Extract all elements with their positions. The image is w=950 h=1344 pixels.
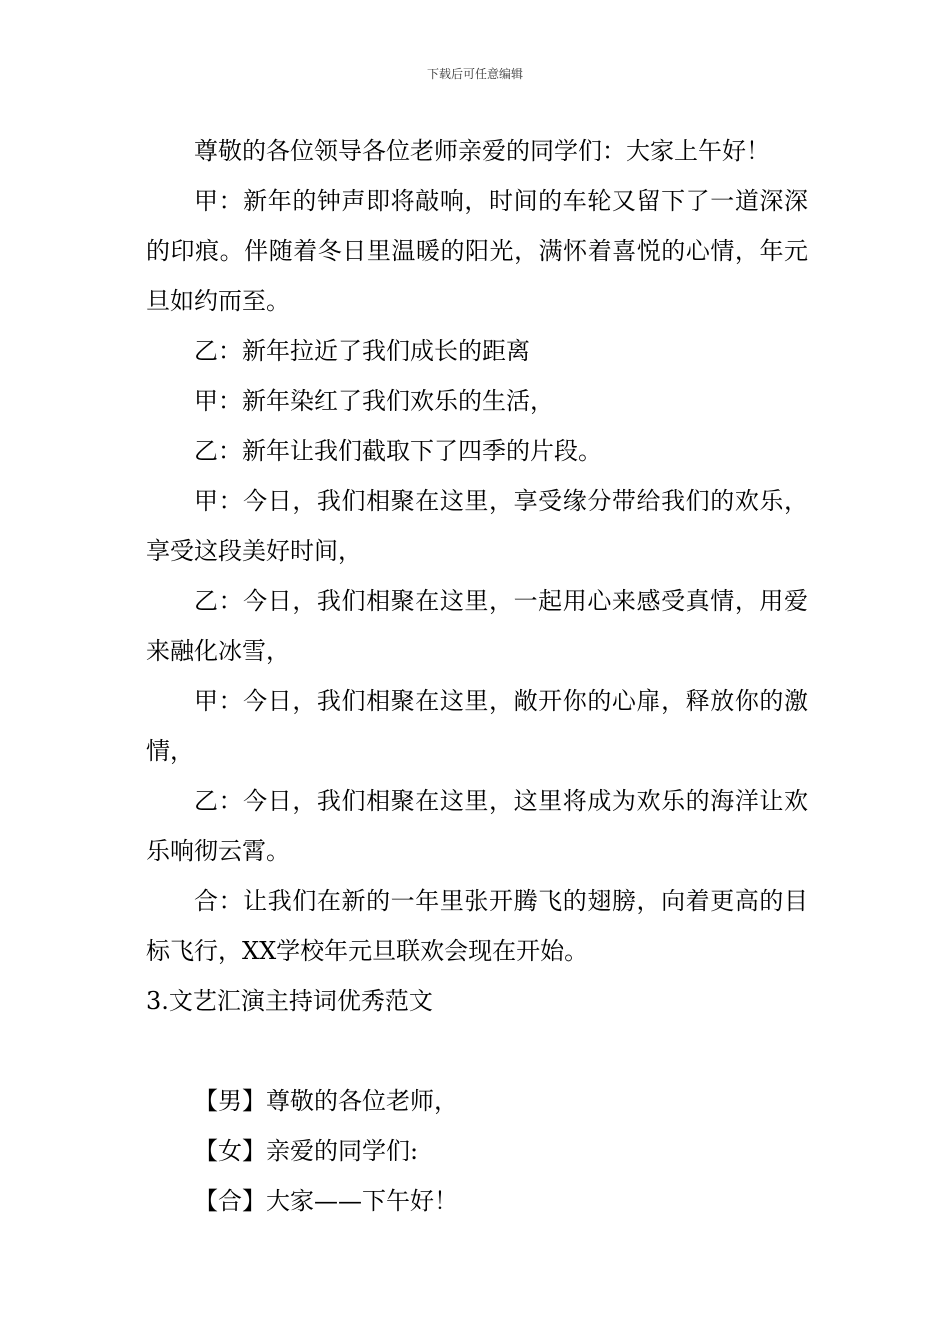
dialogue-line: 【合】大家——下午好！: [194, 1187, 458, 1215]
dialogue-line: 【男】尊敬的各位老师，: [194, 1087, 458, 1115]
page-header: 下载后可任意编辑: [426, 67, 523, 81]
paragraph: 甲：今日，我们相聚在这里，敞开你的心扉，释放你的激情，: [146, 687, 808, 765]
dialogue-line: 【女】亲爱的同学们:: [194, 1137, 419, 1165]
document-body: [146, 126, 808, 1226]
paragraph: 乙：新年拉近了我们成长的距离: [194, 337, 530, 365]
paragraph: 甲：新年染红了我们欢乐的生活，: [194, 387, 554, 415]
section-heading: 3.文艺汇演主持词优秀范文: [146, 987, 433, 1015]
paragraph: 乙：今日，我们相聚在这里，这里将成为欢乐的海洋让欢乐响彻云霄。: [146, 787, 808, 865]
paragraph: 乙：新年让我们截取下了四季的片段。: [194, 437, 602, 465]
paragraph: 乙：今日，我们相聚在这里，一起用心来感受真情，用爱来融化冰雪，: [146, 587, 808, 665]
paragraph: 甲：新年的钟声即将敲响，时间的车轮又留下了一道深深的印痕。伴随着冬日里温暖的阳光，满怀着喜悦的心情，年元旦如约而至。: [146, 187, 808, 315]
paragraph: 合：让我们在新的一年里张开腾飞的翅膀，向着更高的目标飞行，XX学校年元旦联欢会现在开始。: [146, 887, 808, 965]
paragraph-greeting: 尊敬的各位领导各位老师亲爱的同学们：大家上午好！: [194, 137, 770, 165]
paragraph: 甲：今日，我们相聚在这里，享受缘分带给我们的欢乐，享受这段美好时间，: [146, 487, 808, 565]
spacer: [146, 1026, 808, 1076]
